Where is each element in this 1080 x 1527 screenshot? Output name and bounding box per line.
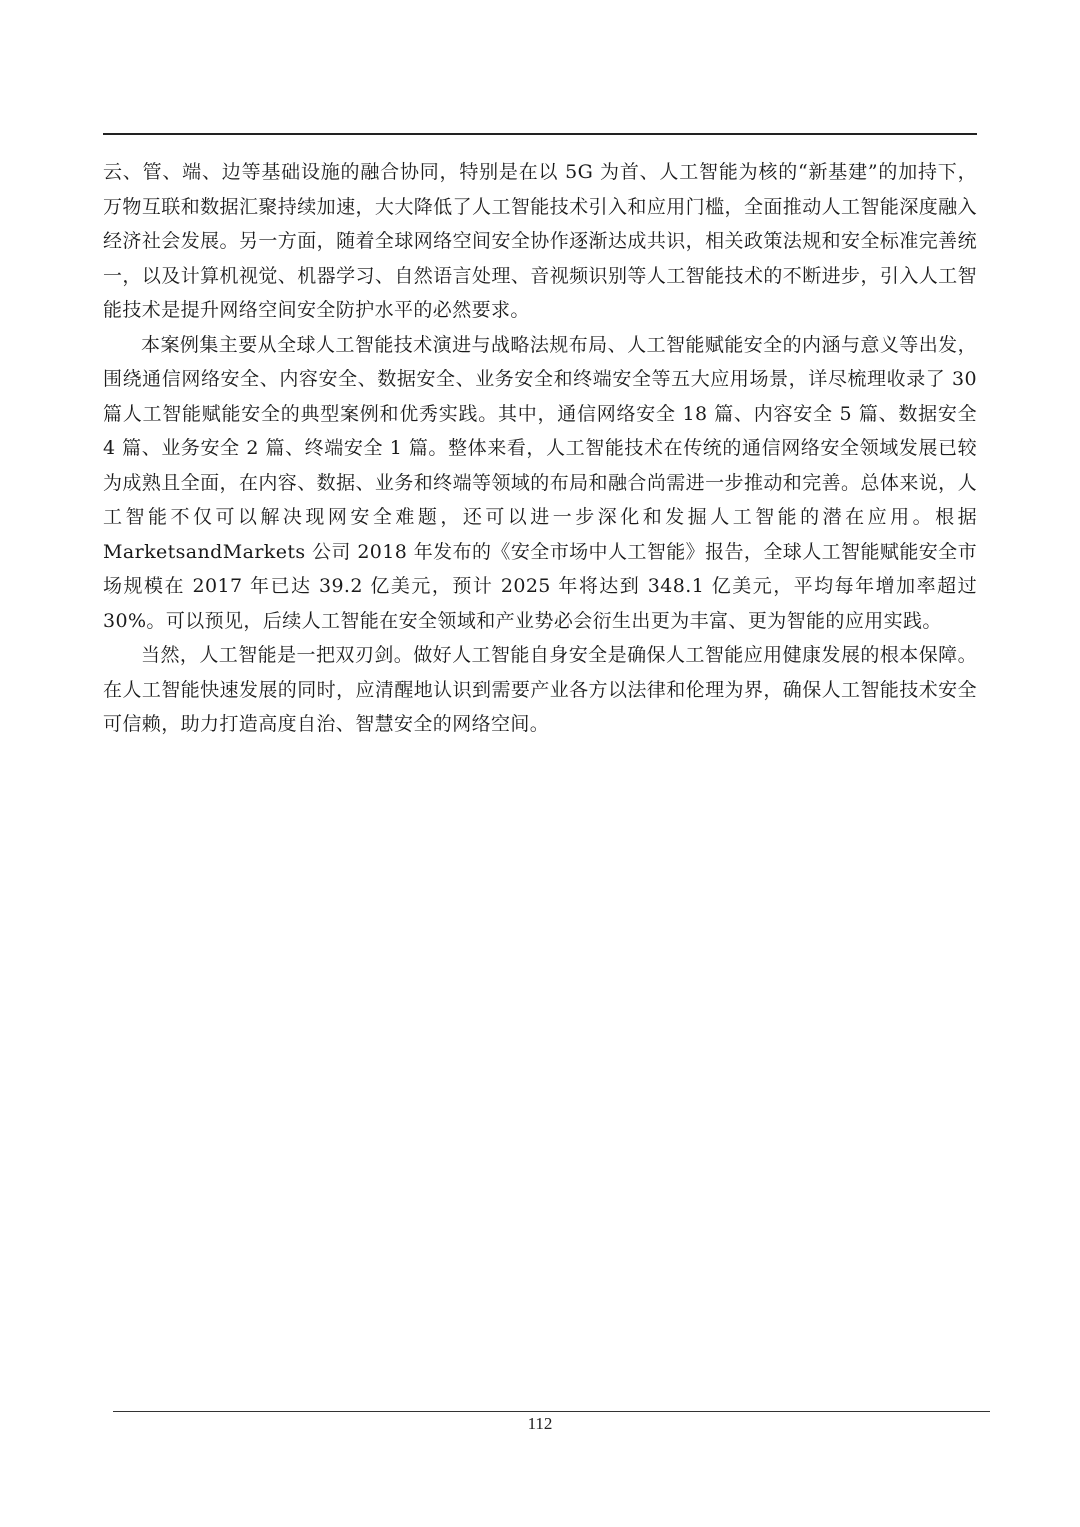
- footer-rule: [113, 1411, 990, 1412]
- paragraph-2: 本案例集主要从全球人工智能技术演进与战略法规布局、人工智能赋能安全的内涵与意义等出发，围绕通信网络安全、内容安全、数据安全、业务安全和终端安全等五大应用场景，详尽梳理收录了 30 篇人工智能赋能安全的典型案例和优秀实践。其中，通信网络安全 18 篇、内容安全 5 篇、数据安全 4 篇、业务安全 2 篇、终端安全 1 篇。整体来看，人工智能技术在传统的通信网络安全领域发展已较为成熟且全面，在内容、数据、业务和终端等领域的布局和融合尚需进一步推动和完善。总体来说，人工智能不仅可以解决现网安全难题，还可以进一步深化和发掘人工智能的潜在应用。根据 MarketsandMarkets 公司 2018 年发布的《安全市场中人工智能》报告，全球人工智能赋能安全市场规模在 2017 年已达 39.2 亿美元，预计 2025 年将达到 348.1 亿美元，平均每年增加率超过 30%。可以预见，后续人工智能在安全领域和产业势必会衍生出更为丰富、更为智能的应用实践。: [103, 333, 977, 632]
- paragraph-3: 当然，人工智能是一把双刃剑。做好人工智能自身安全是确保人工智能应用健康发展的根本保障。在人工智能快速发展的同时，应清醒地认识到需要产业各方以法律和伦理为界，确保人工智能技术安全可信赖，助力打造高度自治、智慧安全的网络空间。: [103, 644, 977, 735]
- paragraph-1: 云、管、端、边等基础设施的融合协同，特别是在以 5G 为首、人工智能为核的“新基建”的加持下，万物互联和数据汇聚持续加速，大大降低了人工智能技术引入和应用门槛，全面推动人工智能深度融入经济社会发展。另一方面，随着全球网络空间安全协作逐渐达成共识，相关政策法规和安全标准完善统一，以及计算机视觉、机器学习、自然语言处理、音视频识别等人工智能技术的不断进步，引入人工智能技术是提升网络空间安全防护水平的必然要求。: [103, 161, 977, 321]
- header-rule: [103, 133, 977, 135]
- page-number: 112: [527, 1414, 553, 1433]
- document-body: [103, 155, 977, 742]
